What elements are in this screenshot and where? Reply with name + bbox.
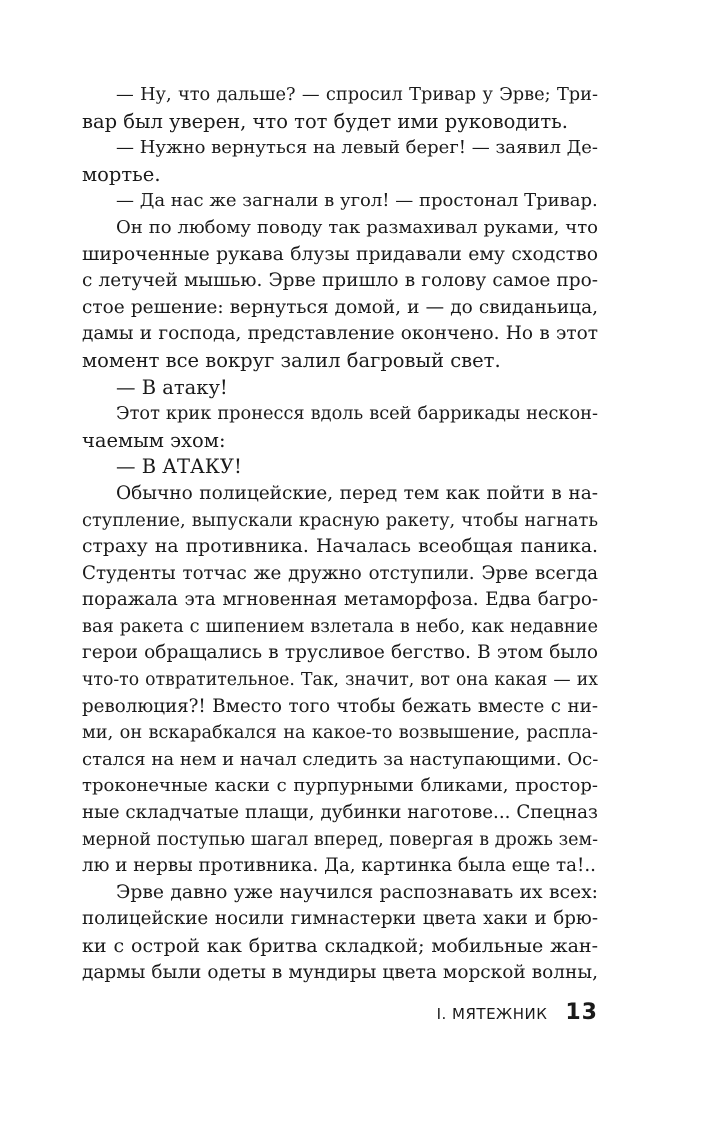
text-line: ступление, выпускали красную ракету, чтобы нагнать xyxy=(82,510,598,531)
text-line: чаемым эхом: xyxy=(82,428,226,452)
text-line: дармы были одеты в мундиры цвета морской волны, xyxy=(82,961,598,983)
text-line: что-то отвратительное. Так, значит, вот она какая — их xyxy=(82,670,598,691)
page-footer xyxy=(437,1000,598,1025)
text-line: Студенты тотчас же дружно отступили. Эрве всегда xyxy=(82,562,598,584)
text-line: Эрве давно уже научился распознавать их всех: xyxy=(116,881,598,903)
text-line: герои обращались в трусливое бегство. В этом было xyxy=(82,642,598,664)
running-head: I. МЯТЕЖНИК xyxy=(436,1005,548,1023)
text-line: страху на противника. Началась всеобщая паника. xyxy=(82,536,598,558)
page-number: 13 xyxy=(565,1000,598,1025)
text-line: — Нужно вернуться на левый берег! — заявил Де- xyxy=(116,137,598,159)
text-line: ки с острой как бритва складкой; мобильные жан- xyxy=(82,935,598,957)
text-line: — Ну, что дальше? — спросил Тривар у Эрве; Три- xyxy=(116,85,598,105)
text-line: вая ракета с шипением взлетала в небо, как недавние xyxy=(82,616,598,637)
text-line: Он по любому поводу так размахивал руками, что xyxy=(116,216,598,238)
text-line: мортье. xyxy=(82,162,161,186)
text-line: полицейские носили гимнастерки цвета хаки и брю- xyxy=(82,908,598,930)
text-line: широченные рукава блузы придавали ему сходство xyxy=(82,243,598,265)
text-line: ные складчатые плащи, дубинки наготове... Спецназ xyxy=(82,802,598,824)
text-line: — Да нас же загнали в угол! — простонал Тривар. xyxy=(116,190,598,212)
text-line: лю и нервы противника. Да, картинка была еще та!.. xyxy=(82,855,596,877)
text-line: поражала эта мгновенная метаморфоза. Едва багро- xyxy=(82,589,598,611)
text-line: — В АТАКУ! xyxy=(116,455,242,479)
text-line: революция?! Вместо того чтобы бежать вместе с ни- xyxy=(82,695,598,717)
text-line: мерной поступью шагал вперед, повергая в дрожь зем- xyxy=(82,829,598,850)
text-line: стался на нем и начал следить за наступающими. Ос- xyxy=(82,748,598,770)
text-line: Обычно полицейские, перед тем как пойти в на- xyxy=(116,482,598,504)
book-page-text xyxy=(82,82,598,986)
text-line: момент все вокруг залил багровый свет. xyxy=(82,348,501,372)
text-line: троконечные каски с пурпурными бликами, простор- xyxy=(82,775,598,797)
text-line: Этот крик пронесся вдоль всей баррикады нескон- xyxy=(116,404,598,425)
text-line: ми, он вскарабкался на какое-то возвышение, распла- xyxy=(82,723,598,744)
text-line: дамы и господа, представление окончено. Но в этот xyxy=(82,323,598,345)
text-line: стое решение: вернуться домой, и — до свиданьица, xyxy=(82,296,598,318)
text-line: вар был уверен, что тот будет ими руководить. xyxy=(82,109,568,133)
text-line: с летучей мышью. Эрве пришло в голову самое про- xyxy=(82,270,598,292)
text-line: — В атаку! xyxy=(116,375,228,399)
